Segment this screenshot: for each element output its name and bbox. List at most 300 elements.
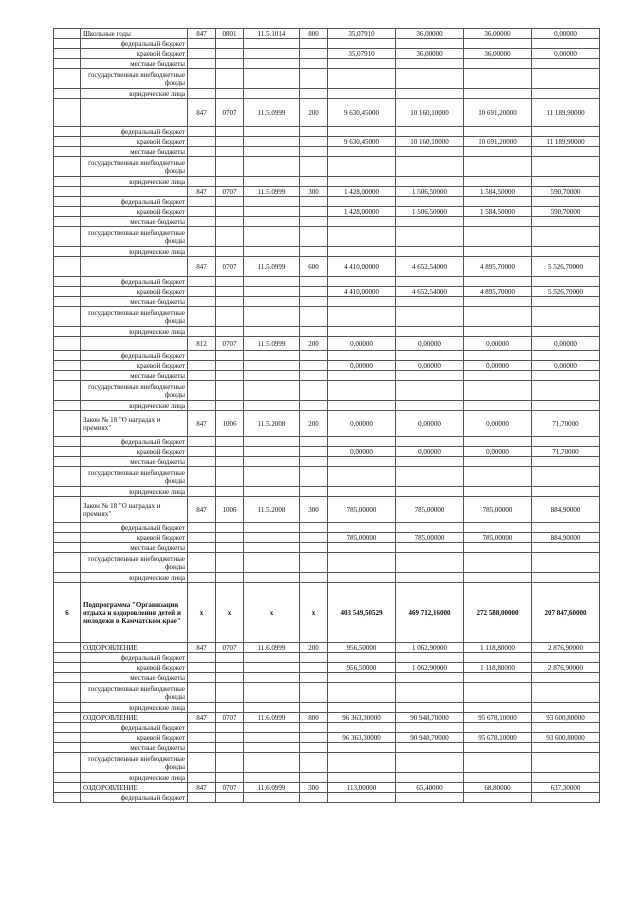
expense-type-cell bbox=[300, 307, 328, 327]
year-value-cell-1: 96 363,30000 bbox=[328, 713, 396, 723]
target-code-cell: 11.6.0999 bbox=[244, 643, 300, 653]
year-value-cell-4 bbox=[532, 467, 600, 487]
table-row bbox=[54, 723, 600, 733]
year-value-cell-4 bbox=[532, 227, 600, 247]
year-value-cell-3: 1 118,80000 bbox=[464, 663, 532, 673]
year-value-cell-2 bbox=[396, 277, 464, 287]
row-number-cell bbox=[54, 371, 81, 381]
expense-type-cell bbox=[300, 467, 328, 487]
year-value-cell-3 bbox=[464, 177, 532, 187]
year-value-cell-1 bbox=[328, 437, 396, 447]
expense-type-cell: х bbox=[300, 583, 328, 643]
grbs-code-cell bbox=[188, 683, 216, 703]
table-row bbox=[54, 543, 600, 553]
table-row bbox=[54, 177, 600, 187]
expense-type-cell: 300 bbox=[300, 783, 328, 793]
section-code-cell bbox=[216, 49, 244, 59]
year-value-cell-1: 956,50000 bbox=[328, 643, 396, 653]
expense-type-cell bbox=[300, 533, 328, 543]
grbs-code-cell bbox=[188, 753, 216, 773]
year-value-cell-2: 4 652,54000 bbox=[396, 287, 464, 297]
section-code-cell bbox=[216, 217, 244, 227]
year-value-cell-3: 95 678,10000 bbox=[464, 733, 532, 743]
row-number-cell bbox=[54, 457, 81, 467]
expense-type-cell: 200 bbox=[300, 99, 328, 127]
year-value-cell-1: 4 410,00000 bbox=[328, 257, 396, 277]
table-row bbox=[54, 147, 600, 157]
year-value-cell-1 bbox=[328, 467, 396, 487]
year-value-cell-3 bbox=[464, 703, 532, 713]
section-code-cell bbox=[216, 533, 244, 543]
year-value-cell-4 bbox=[532, 673, 600, 683]
expense-type-cell bbox=[300, 653, 328, 663]
grbs-code-cell bbox=[188, 401, 216, 411]
year-value-cell-4 bbox=[532, 371, 600, 381]
year-value-cell-1 bbox=[328, 177, 396, 187]
year-value-cell-3: 36,00000 bbox=[464, 29, 532, 39]
table-row bbox=[54, 773, 600, 783]
grbs-code-cell bbox=[188, 533, 216, 543]
year-value-cell-4 bbox=[532, 157, 600, 177]
target-code-cell: 11.5.2008 bbox=[244, 497, 300, 523]
year-value-cell-4 bbox=[532, 177, 600, 187]
year-value-cell-1 bbox=[328, 753, 396, 773]
year-value-cell-3 bbox=[464, 743, 532, 753]
target-code-cell: 11.6.0999 bbox=[244, 783, 300, 793]
year-value-cell-4: 590,70000 bbox=[532, 187, 600, 197]
table-row bbox=[54, 297, 600, 307]
row-number-cell bbox=[54, 147, 81, 157]
expense-type-cell bbox=[300, 207, 328, 217]
year-value-cell-2: 1 062,90000 bbox=[396, 643, 464, 653]
funding-source-label: краевой бюджет bbox=[81, 287, 188, 297]
year-value-cell-2: 1 506,50000 bbox=[396, 207, 464, 217]
row-number-cell bbox=[54, 653, 81, 663]
year-value-cell-3 bbox=[464, 543, 532, 553]
grbs-code-cell bbox=[188, 793, 216, 803]
grbs-code-cell bbox=[188, 217, 216, 227]
year-value-cell-1 bbox=[328, 307, 396, 327]
year-value-cell-2: 785,00000 bbox=[396, 497, 464, 523]
year-value-cell-3 bbox=[464, 523, 532, 533]
table-row bbox=[54, 217, 600, 227]
year-value-cell-1 bbox=[328, 703, 396, 713]
row-number-cell bbox=[54, 177, 81, 187]
expense-type-cell bbox=[300, 487, 328, 497]
year-value-cell-1 bbox=[328, 371, 396, 381]
year-value-cell-1 bbox=[328, 793, 396, 803]
section-code-cell bbox=[216, 543, 244, 553]
year-value-cell-4: 11 189,90000 bbox=[532, 99, 600, 127]
grbs-code-cell bbox=[188, 371, 216, 381]
row-number-cell bbox=[54, 157, 81, 177]
year-value-cell-3 bbox=[464, 437, 532, 447]
year-value-cell-2 bbox=[396, 157, 464, 177]
item-name-cell: ОЗДОРОВЛЕНИЕ bbox=[81, 783, 188, 793]
target-code-cell bbox=[244, 147, 300, 157]
year-value-cell-1: 0,00000 bbox=[328, 337, 396, 351]
row-number-cell bbox=[54, 437, 81, 447]
row-number-cell bbox=[54, 723, 81, 733]
year-value-cell-2 bbox=[396, 69, 464, 89]
year-value-cell-3: 10 691,20000 bbox=[464, 99, 532, 127]
year-value-cell-2 bbox=[396, 381, 464, 401]
year-value-cell-1: 9 630,45000 bbox=[328, 99, 396, 127]
funding-source-label: государственные внебюджетные фонды bbox=[81, 553, 188, 573]
year-value-cell-2 bbox=[396, 573, 464, 583]
year-value-cell-4: 71,70000 bbox=[532, 447, 600, 457]
target-code-cell: 11.5.0999 bbox=[244, 99, 300, 127]
table-row bbox=[54, 371, 600, 381]
row-number-cell bbox=[54, 713, 81, 723]
section-code-cell: 0707 bbox=[216, 337, 244, 351]
year-value-cell-3 bbox=[464, 327, 532, 337]
year-value-cell-3 bbox=[464, 457, 532, 467]
funding-source-label: местные бюджеты bbox=[81, 217, 188, 227]
year-value-cell-2 bbox=[396, 723, 464, 733]
expense-type-cell bbox=[300, 773, 328, 783]
target-code-cell bbox=[244, 277, 300, 287]
row-number-cell bbox=[54, 187, 81, 197]
row-number-cell bbox=[54, 99, 81, 127]
year-value-cell-4: 93 600,80000 bbox=[532, 713, 600, 723]
expense-type-cell bbox=[300, 793, 328, 803]
year-value-cell-4: 5 526,70000 bbox=[532, 257, 600, 277]
expense-type-cell bbox=[300, 147, 328, 157]
grbs-code-cell: 847 bbox=[188, 29, 216, 39]
year-value-cell-4 bbox=[532, 217, 600, 227]
section-code-cell: 0707 bbox=[216, 99, 244, 127]
table-row bbox=[54, 361, 600, 371]
funding-source-label: государственные внебюджетные фонды bbox=[81, 307, 188, 327]
year-value-cell-1 bbox=[328, 553, 396, 573]
year-value-cell-4 bbox=[532, 197, 600, 207]
year-value-cell-3 bbox=[464, 89, 532, 99]
table-row bbox=[54, 783, 600, 793]
section-code-cell bbox=[216, 287, 244, 297]
table-row bbox=[54, 327, 600, 337]
year-value-cell-3 bbox=[464, 487, 532, 497]
section-code-cell bbox=[216, 401, 244, 411]
year-value-cell-3 bbox=[464, 553, 532, 573]
expense-type-cell bbox=[300, 361, 328, 371]
year-value-cell-2: 36,00000 bbox=[396, 49, 464, 59]
table-row bbox=[54, 411, 600, 437]
expense-type-cell bbox=[300, 663, 328, 673]
table-row bbox=[54, 487, 600, 497]
year-value-cell-4: 71,70000 bbox=[532, 411, 600, 437]
row-number-cell bbox=[54, 69, 81, 89]
funding-source-label: краевой бюджет bbox=[81, 663, 188, 673]
year-value-cell-1 bbox=[328, 401, 396, 411]
year-value-cell-3 bbox=[464, 371, 532, 381]
year-value-cell-4 bbox=[532, 437, 600, 447]
grbs-code-cell: 812 bbox=[188, 337, 216, 351]
grbs-code-cell bbox=[188, 723, 216, 733]
year-value-cell-1: 1 428,00000 bbox=[328, 187, 396, 197]
target-code-cell bbox=[244, 89, 300, 99]
section-code-cell bbox=[216, 147, 244, 157]
expense-type-cell: 300 bbox=[300, 497, 328, 523]
year-value-cell-4: 0,00000 bbox=[532, 29, 600, 39]
year-value-cell-3: 1 584,50000 bbox=[464, 187, 532, 197]
table-row bbox=[54, 337, 600, 351]
year-value-cell-2 bbox=[396, 297, 464, 307]
target-code-cell: 11.6.0999 bbox=[244, 713, 300, 723]
expense-type-cell bbox=[300, 351, 328, 361]
table-row bbox=[54, 743, 600, 753]
year-value-cell-3: 95 678,10000 bbox=[464, 713, 532, 723]
year-value-cell-4: 0,00000 bbox=[532, 361, 600, 371]
grbs-code-cell bbox=[188, 361, 216, 371]
row-number-cell bbox=[54, 257, 81, 277]
year-value-cell-3 bbox=[464, 653, 532, 663]
year-value-cell-4 bbox=[532, 401, 600, 411]
expense-type-cell bbox=[300, 217, 328, 227]
year-value-cell-2: 36,00000 bbox=[396, 29, 464, 39]
year-value-cell-4: 2 876,90000 bbox=[532, 663, 600, 673]
grbs-code-cell bbox=[188, 447, 216, 457]
target-code-cell bbox=[244, 227, 300, 247]
target-code-cell: 11.5.0999 bbox=[244, 187, 300, 197]
grbs-code-cell bbox=[188, 573, 216, 583]
year-value-cell-3: 4 895,70000 bbox=[464, 257, 532, 277]
section-code-cell: 0801 bbox=[216, 29, 244, 39]
section-code-cell: 0707 bbox=[216, 187, 244, 197]
row-number-cell bbox=[54, 573, 81, 583]
row-number-cell bbox=[54, 743, 81, 753]
section-code-cell: 0707 bbox=[216, 783, 244, 793]
table-row bbox=[54, 643, 600, 653]
year-value-cell-1 bbox=[328, 673, 396, 683]
target-code-cell bbox=[244, 381, 300, 401]
target-code-cell bbox=[244, 127, 300, 137]
year-value-cell-4 bbox=[532, 327, 600, 337]
grbs-code-cell bbox=[188, 207, 216, 217]
year-value-cell-2 bbox=[396, 59, 464, 69]
target-code-cell bbox=[244, 673, 300, 683]
expense-type-cell: 800 bbox=[300, 713, 328, 723]
funding-source-label: федеральный бюджет bbox=[81, 523, 188, 533]
year-value-cell-3: 1 584,50000 bbox=[464, 207, 532, 217]
year-value-cell-1: 1 428,00000 bbox=[328, 207, 396, 217]
row-number-cell bbox=[54, 197, 81, 207]
section-code-cell bbox=[216, 277, 244, 287]
year-value-cell-1 bbox=[328, 523, 396, 533]
year-value-cell-1: 35,07910 bbox=[328, 29, 396, 39]
row-number-cell bbox=[54, 663, 81, 673]
year-value-cell-4 bbox=[532, 773, 600, 783]
expense-type-cell: 300 bbox=[300, 187, 328, 197]
target-code-cell bbox=[244, 137, 300, 147]
target-code-cell: 11.5.1014 bbox=[244, 29, 300, 39]
section-code-cell bbox=[216, 703, 244, 713]
year-value-cell-2: 0,00000 bbox=[396, 447, 464, 457]
year-value-cell-1 bbox=[328, 381, 396, 401]
year-value-cell-3: 1 118,80000 bbox=[464, 643, 532, 653]
grbs-code-cell bbox=[188, 287, 216, 297]
row-number-cell bbox=[54, 127, 81, 137]
year-value-cell-2 bbox=[396, 247, 464, 257]
expense-type-cell bbox=[300, 723, 328, 733]
section-code-cell bbox=[216, 69, 244, 89]
expense-type-cell bbox=[300, 381, 328, 401]
year-value-cell-4 bbox=[532, 457, 600, 467]
table-row bbox=[54, 351, 600, 361]
grbs-code-cell bbox=[188, 467, 216, 487]
expense-type-cell bbox=[300, 127, 328, 137]
expense-type-cell bbox=[300, 733, 328, 743]
funding-source-label: юридические лица bbox=[81, 703, 188, 713]
year-value-cell-1 bbox=[328, 487, 396, 497]
expense-type-cell bbox=[300, 753, 328, 773]
table-row bbox=[54, 277, 600, 287]
grbs-code-cell: 847 bbox=[188, 257, 216, 277]
section-code-cell bbox=[216, 177, 244, 187]
year-value-cell-1 bbox=[328, 89, 396, 99]
year-value-cell-1 bbox=[328, 573, 396, 583]
section-code-cell bbox=[216, 207, 244, 217]
year-value-cell-4 bbox=[532, 743, 600, 753]
section-code-cell bbox=[216, 793, 244, 803]
section-code-cell bbox=[216, 553, 244, 573]
grbs-code-cell bbox=[188, 663, 216, 673]
year-value-cell-1 bbox=[328, 227, 396, 247]
expense-type-cell bbox=[300, 683, 328, 703]
section-code-cell bbox=[216, 127, 244, 137]
year-value-cell-3 bbox=[464, 351, 532, 361]
section-code-cell bbox=[216, 381, 244, 401]
row-number-cell bbox=[54, 277, 81, 287]
year-value-cell-4 bbox=[532, 523, 600, 533]
year-value-cell-1 bbox=[328, 157, 396, 177]
table-row bbox=[54, 307, 600, 327]
section-code-cell bbox=[216, 723, 244, 733]
section-code-cell bbox=[216, 371, 244, 381]
row-number-cell bbox=[54, 753, 81, 773]
year-value-cell-3: 0,00000 bbox=[464, 447, 532, 457]
row-number-cell bbox=[54, 543, 81, 553]
year-value-cell-4 bbox=[532, 127, 600, 137]
item-name-cell: ОЗДОРОВЛЕНИЕ bbox=[81, 643, 188, 653]
row-number-cell bbox=[54, 487, 81, 497]
funding-source-label: местные бюджеты bbox=[81, 59, 188, 69]
row-number-cell bbox=[54, 773, 81, 783]
expense-type-cell bbox=[300, 673, 328, 683]
grbs-code-cell bbox=[188, 137, 216, 147]
funding-source-label: юридические лица bbox=[81, 327, 188, 337]
funding-source-label: юридические лица bbox=[81, 401, 188, 411]
year-value-cell-1: 9 630,45000 bbox=[328, 137, 396, 147]
grbs-code-cell bbox=[188, 673, 216, 683]
row-number-cell bbox=[54, 39, 81, 49]
year-value-cell-2 bbox=[396, 147, 464, 157]
year-value-cell-3 bbox=[464, 573, 532, 583]
year-value-cell-4: 207 847,60000 bbox=[532, 583, 600, 643]
target-code-cell bbox=[244, 437, 300, 447]
row-number-cell bbox=[54, 401, 81, 411]
item-name-cell: Подпрограмма "Организация отдыха и оздоровления детей и молодежи в Камчатском крае" bbox=[81, 583, 188, 643]
year-value-cell-4 bbox=[532, 351, 600, 361]
year-value-cell-4 bbox=[532, 277, 600, 287]
table-row bbox=[54, 573, 600, 583]
year-value-cell-3: 36,00000 bbox=[464, 49, 532, 59]
year-value-cell-2 bbox=[396, 127, 464, 137]
grbs-code-cell bbox=[188, 277, 216, 287]
section-code-cell bbox=[216, 197, 244, 207]
row-number-cell bbox=[54, 793, 81, 803]
funding-source-label: юридические лица bbox=[81, 247, 188, 257]
year-value-cell-3: 0,00000 bbox=[464, 337, 532, 351]
table-row bbox=[54, 287, 600, 297]
table-row bbox=[54, 467, 600, 487]
year-value-cell-2 bbox=[396, 89, 464, 99]
row-number-cell bbox=[54, 29, 81, 39]
funding-source-label: краевой бюджет bbox=[81, 137, 188, 147]
year-value-cell-1 bbox=[328, 351, 396, 361]
table-row bbox=[54, 137, 600, 147]
section-code-cell bbox=[216, 351, 244, 361]
year-value-cell-2: 1 062,90000 bbox=[396, 663, 464, 673]
year-value-cell-3 bbox=[464, 227, 532, 247]
funding-source-label: местные бюджеты bbox=[81, 371, 188, 381]
section-code-cell: 1006 bbox=[216, 497, 244, 523]
funding-source-label: краевой бюджет bbox=[81, 447, 188, 457]
expense-type-cell bbox=[300, 39, 328, 49]
expense-type-cell bbox=[300, 89, 328, 99]
grbs-code-cell bbox=[188, 703, 216, 713]
funding-source-label: федеральный бюджет bbox=[81, 723, 188, 733]
funding-source-label: федеральный бюджет bbox=[81, 197, 188, 207]
funding-source-label: местные бюджеты bbox=[81, 543, 188, 553]
expense-type-cell bbox=[300, 437, 328, 447]
year-value-cell-4 bbox=[532, 297, 600, 307]
target-code-cell bbox=[244, 287, 300, 297]
expense-type-cell bbox=[300, 69, 328, 89]
expense-type-cell bbox=[300, 327, 328, 337]
table-row bbox=[54, 703, 600, 713]
year-value-cell-4: 0,00000 bbox=[532, 49, 600, 59]
year-value-cell-4: 2 876,90000 bbox=[532, 643, 600, 653]
expense-type-cell bbox=[300, 573, 328, 583]
grbs-code-cell bbox=[188, 49, 216, 59]
section-code-cell bbox=[216, 487, 244, 497]
table-row bbox=[54, 99, 600, 127]
expense-type-cell bbox=[300, 523, 328, 533]
target-code-cell bbox=[244, 447, 300, 457]
grbs-code-cell bbox=[188, 307, 216, 327]
target-code-cell: 11.5.0999 bbox=[244, 257, 300, 277]
year-value-cell-1: 4 410,00000 bbox=[328, 287, 396, 297]
table-row bbox=[54, 793, 600, 803]
expense-type-cell: 600 bbox=[300, 257, 328, 277]
year-value-cell-1 bbox=[328, 127, 396, 137]
year-value-cell-1 bbox=[328, 327, 396, 337]
year-value-cell-3 bbox=[464, 773, 532, 783]
expense-type-cell bbox=[300, 197, 328, 207]
expense-type-cell bbox=[300, 447, 328, 457]
year-value-cell-2 bbox=[396, 197, 464, 207]
target-code-cell bbox=[244, 351, 300, 361]
row-number-cell bbox=[54, 523, 81, 533]
expense-type-cell: 200 bbox=[300, 337, 328, 351]
grbs-code-cell bbox=[188, 39, 216, 49]
row-number-cell bbox=[54, 49, 81, 59]
section-code-cell bbox=[216, 247, 244, 257]
target-code-cell bbox=[244, 297, 300, 307]
year-value-cell-2 bbox=[396, 351, 464, 361]
year-value-cell-2 bbox=[396, 487, 464, 497]
